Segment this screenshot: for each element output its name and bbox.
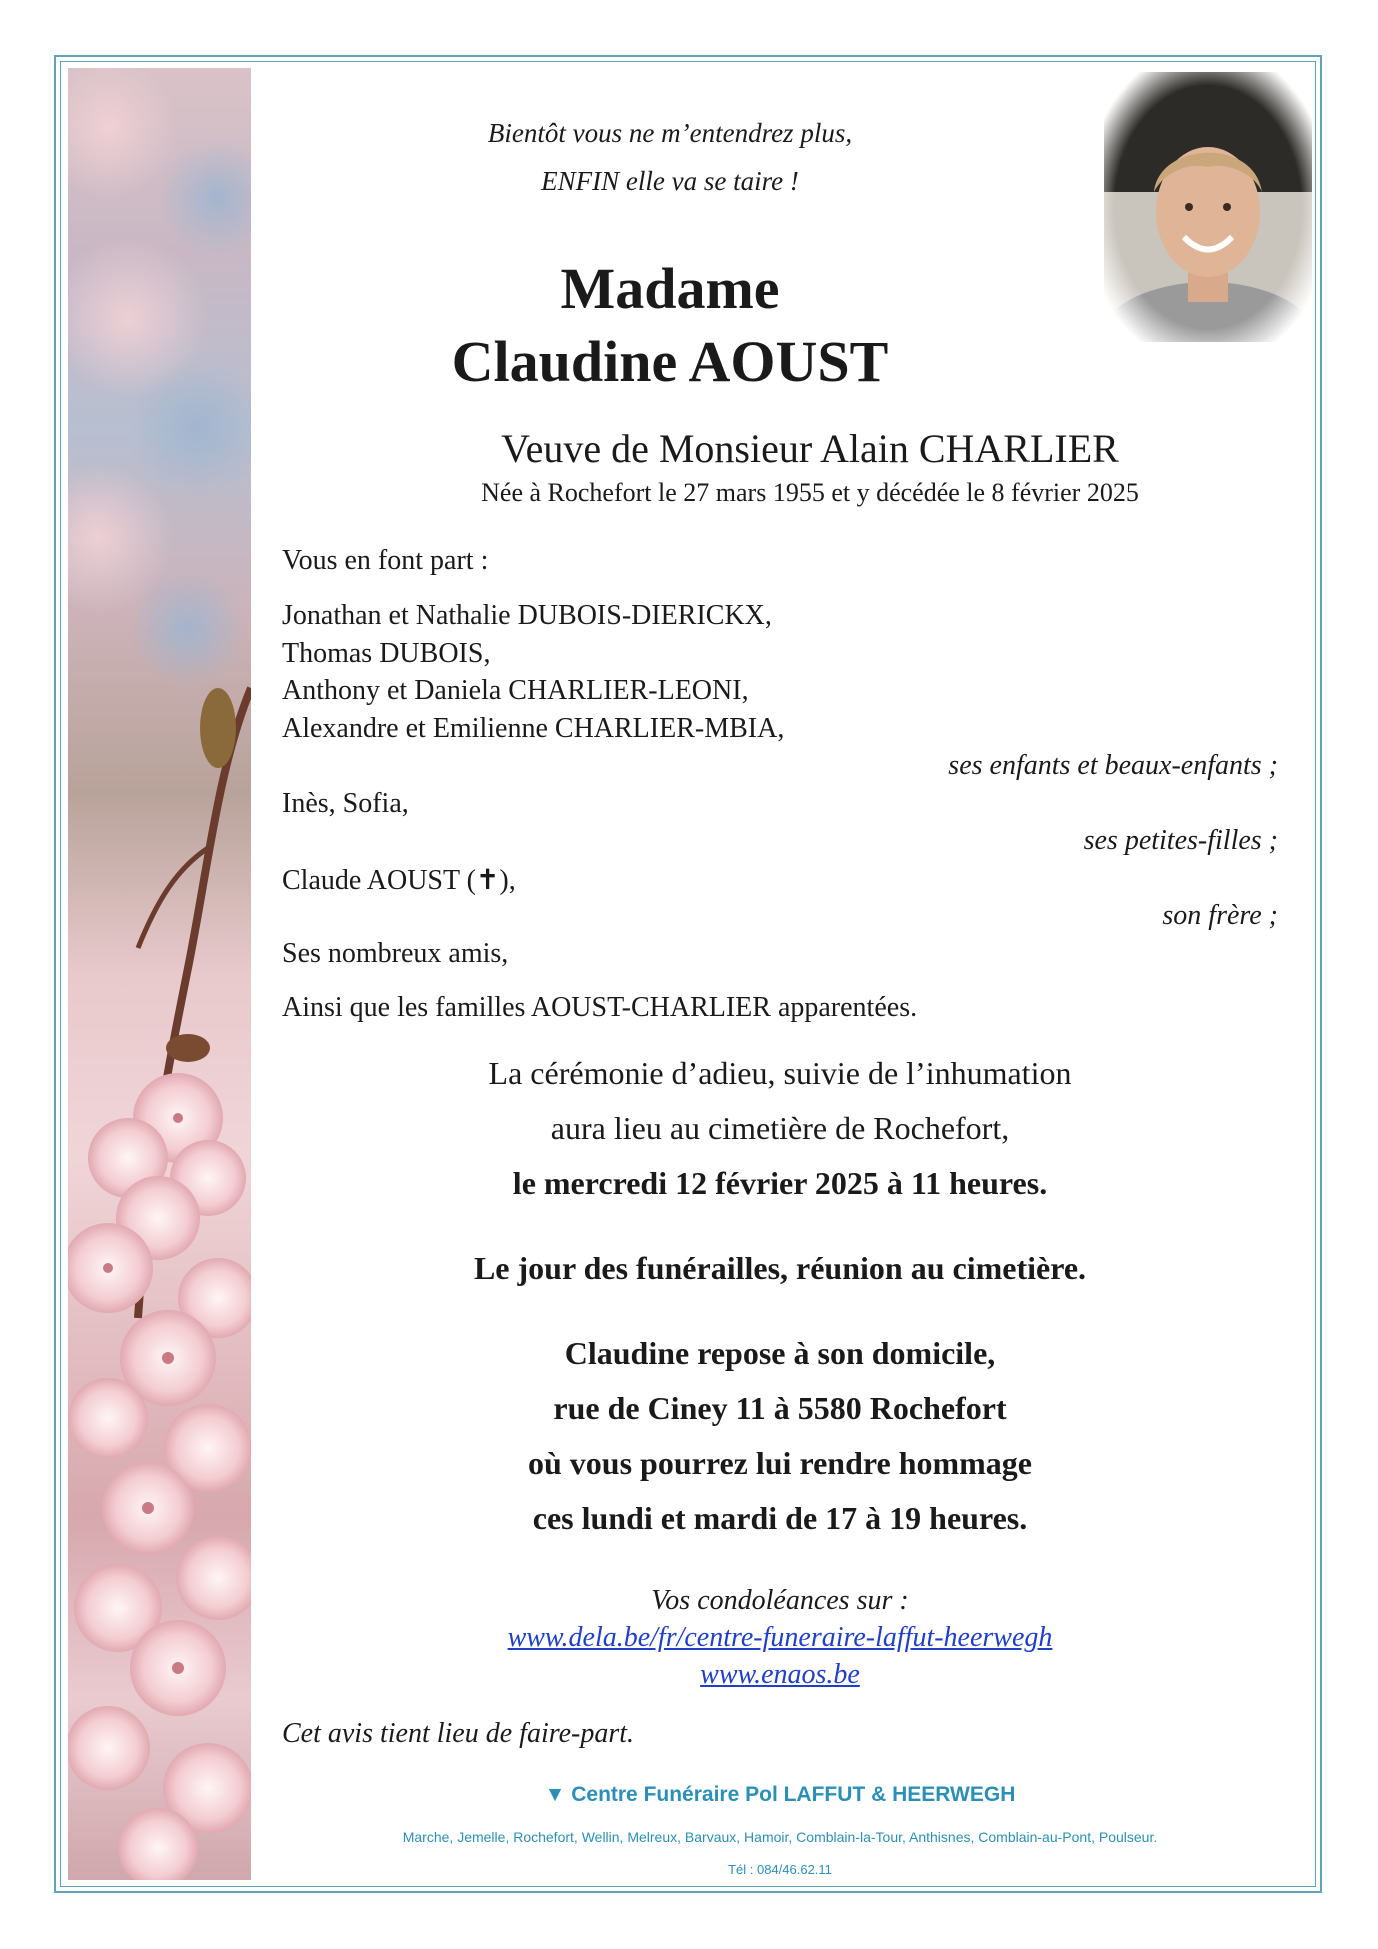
relatives-line: Ainsi que les familles AOUST-CHARLIER apparentées.	[282, 992, 918, 1023]
spouse-line: Veuve de Monsieur Alain CHARLIER	[501, 426, 1119, 471]
visitation-line-4: ces lundi et mardi de 17 à 19 heures.	[532, 1500, 1028, 1536]
children-role: ses enfants et beaux-enfants ;	[948, 750, 1278, 781]
brand-name: Centre Funéraire Pol LAFFUT & HEERWEGH	[571, 1783, 1016, 1806]
intro-line: Vous en font part :	[282, 545, 489, 576]
visitation-line-1: Claudine repose à son domicile,	[564, 1335, 996, 1371]
visitation-line-2: rue de Ciney 11 à 5580 Rochefort	[553, 1390, 1007, 1426]
child-1: Jonathan et Nathalie DUBOIS-DIERICKX,	[282, 600, 772, 631]
brother-role: son frère ;	[1162, 900, 1278, 931]
quote-line-1: Bientôt vous ne m’entendrez plus,	[487, 118, 853, 148]
birth-death-line: Née à Rochefort le 27 mars 1955 et y décédée le 8 février 2025	[481, 478, 1139, 507]
deceased-name: Claudine AOUST	[451, 329, 889, 394]
child-3: Anthony et Daniela CHARLIER-LEONI,	[282, 675, 749, 706]
triangle-down-icon: ▼	[544, 1783, 572, 1806]
cherry-blossom-image	[68, 68, 251, 1880]
notice-line: Cet avis tient lieu de faire-part.	[282, 1718, 635, 1749]
child-4: Alexandre et Emilienne CHARLIER-MBIA,	[282, 713, 785, 744]
visitation-line-3: où vous pourrez lui rendre hommage	[527, 1445, 1032, 1481]
child-2: Thomas DUBOIS,	[282, 638, 491, 669]
friends-line: Ses nombreux amis,	[282, 938, 509, 969]
name-title: Madame	[560, 256, 780, 321]
grandchildren: Inès, Sofia,	[282, 788, 409, 819]
funeral-home-locations: Marche, Jemelle, Rochefort, Wellin, Melreux, Barvaux, Hamoir, Comblain-la-Tour, Anthisnes, Comblain-au-Pont, Poulseur.	[402, 1829, 1158, 1845]
grandchildren-role: ses petites-filles ;	[1083, 825, 1278, 856]
condolences-link-dela[interactable]: www.dela.be/fr/centre-funeraire-laffut-heerwegh	[507, 1622, 1053, 1653]
portrait-photo	[1104, 72, 1312, 342]
ceremony-line-2: aura lieu au cimetière de Rochefort,	[550, 1110, 1010, 1146]
funeral-home-phone: Tél : 084/46.62.11	[728, 1862, 832, 1877]
ceremony-line-1: La cérémonie d’adieu, suivie de l’inhumation	[488, 1055, 1072, 1091]
funeral-home-brand	[260, 1783, 1300, 1807]
ceremony-date: le mercredi 12 février 2025 à 11 heures.	[512, 1165, 1048, 1201]
quote-line-2: ENFIN elle va se taire !	[541, 166, 799, 196]
brother: Claude AOUST (✝),	[282, 865, 516, 896]
condolences-link-enaos[interactable]: www.enaos.be	[700, 1659, 860, 1690]
condolences-label: Vos condoléances sur :	[651, 1585, 909, 1616]
ceremony-meeting: Le jour des funérailles, réunion au cimetière.	[473, 1250, 1087, 1286]
